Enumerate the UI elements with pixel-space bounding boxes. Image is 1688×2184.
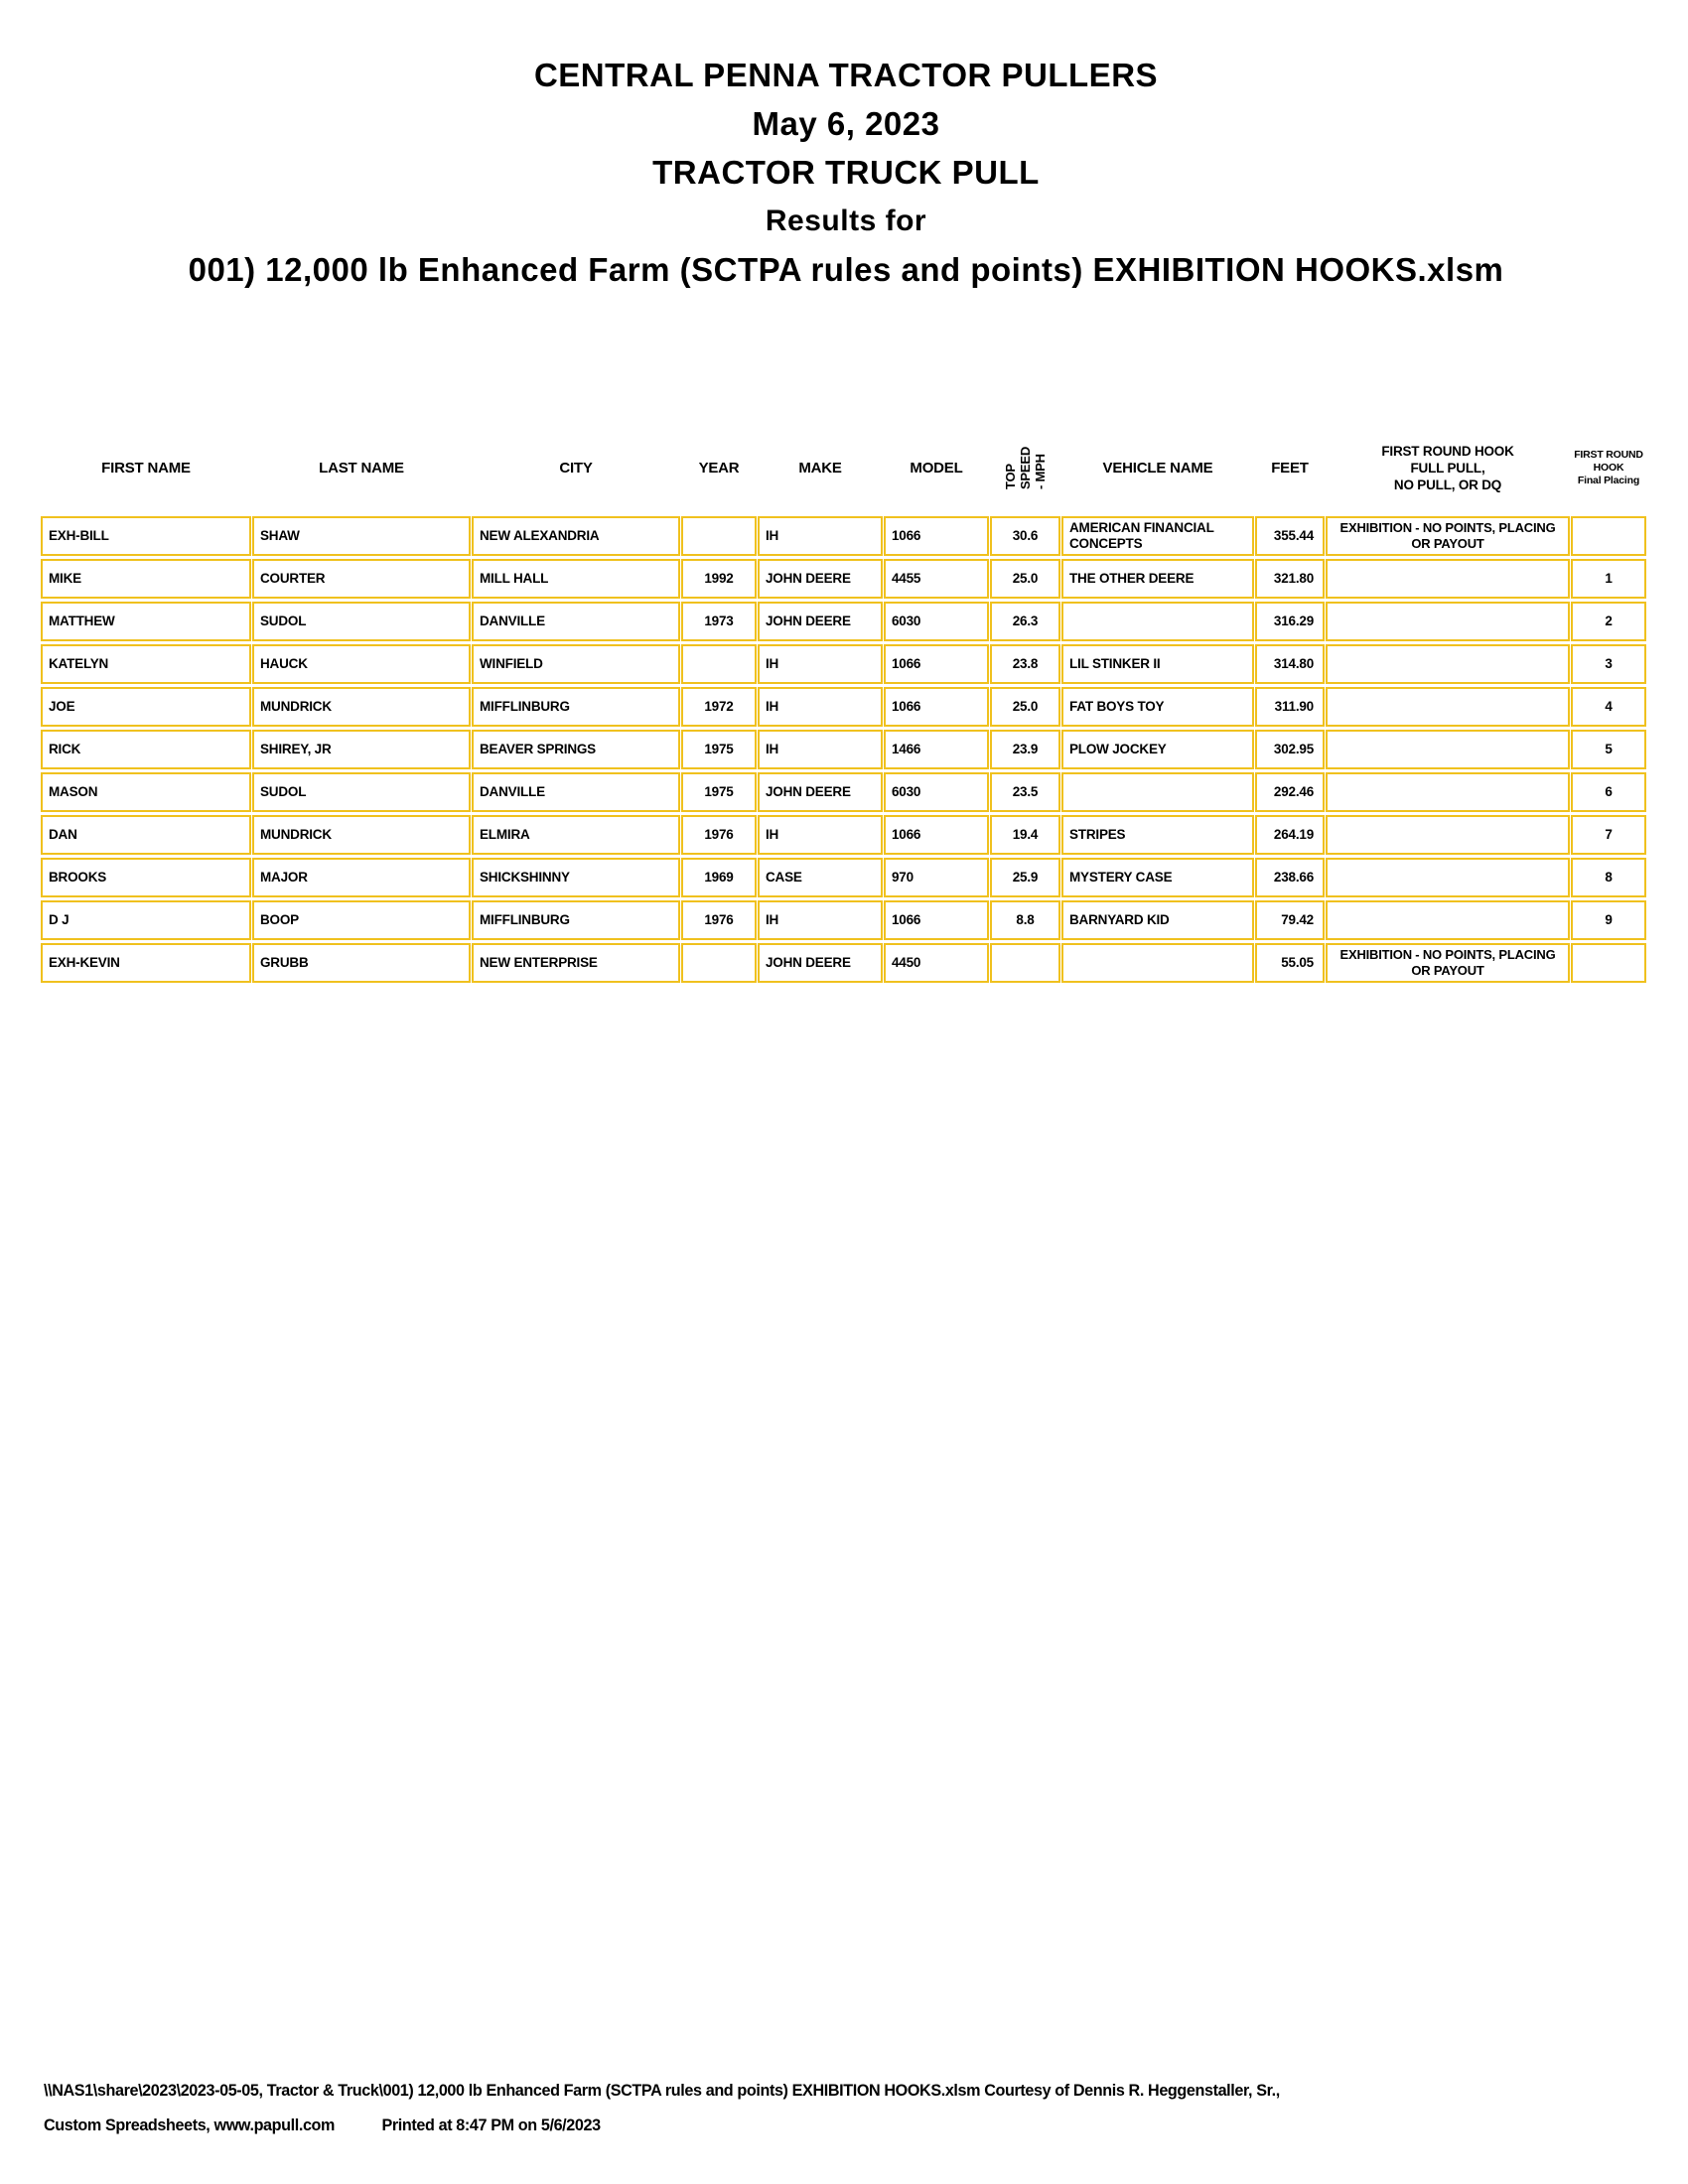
col-header-first-name: FIRST NAME <box>101 459 191 477</box>
cell-first-name: EXH-BILL <box>41 516 251 556</box>
col-header-top-speed: TOP SPEED - MPH <box>1002 446 1048 489</box>
footer-file-path: \\NAS1\share\2023\2023-05-05, Tractor & Truck\001) 12,000 lb Enhanced Farm (SCTPA rules and points) EXHIBITION HOOKS.xlsm Courtesy of Dennis R. Heggenstaller, Sr., <box>44 2081 1280 2100</box>
cell-vehicle-name: THE OTHER DEERE <box>1061 559 1254 599</box>
cell-feet: 321.80 <box>1255 559 1325 599</box>
event-date: May 6, 2023 <box>752 105 940 142</box>
footer-credit: Custom Spreadsheets, www.papull.com <box>44 2116 336 2134</box>
cell-top-speed: 19.4 <box>990 815 1060 855</box>
cell-feet: 302.95 <box>1255 730 1325 769</box>
table-row <box>41 858 1646 897</box>
cell-feet: 314.80 <box>1255 644 1325 684</box>
results-table-body <box>41 516 1646 983</box>
cell-city: NEW ENTERPRISE <box>472 943 680 983</box>
cell-top-speed: 23.5 <box>990 772 1060 812</box>
cell-model: 4450 <box>884 943 989 983</box>
cell-make: IH <box>758 815 883 855</box>
cell-first-name: MATTHEW <box>41 602 251 641</box>
cell-year: 1973 <box>681 602 757 641</box>
cell-city: SHICKSHINNY <box>472 858 680 897</box>
cell-last-name: BOOP <box>252 900 471 940</box>
cell-year: 1975 <box>681 730 757 769</box>
cell-last-name: MAJOR <box>252 858 471 897</box>
cell-model: 1066 <box>884 644 989 684</box>
cell-final-placing: 7 <box>1571 815 1646 855</box>
cell-model: 4455 <box>884 559 989 599</box>
cell-make: IH <box>758 516 883 556</box>
results-table <box>40 419 1647 986</box>
cell-vehicle-name <box>1061 602 1254 641</box>
cell-model: 1466 <box>884 730 989 769</box>
col-header-make: MAKE <box>798 459 842 477</box>
cell-model: 1066 <box>884 815 989 855</box>
footer <box>44 2081 1591 2135</box>
cell-feet: 355.44 <box>1255 516 1325 556</box>
cell-first-name: MASON <box>41 772 251 812</box>
cell-hook-result <box>1326 644 1570 684</box>
cell-make: IH <box>758 730 883 769</box>
cell-make: IH <box>758 900 883 940</box>
cell-feet: 55.05 <box>1255 943 1325 983</box>
col-header-final-placing: FIRST ROUND HOOK Final Placing <box>1574 448 1643 486</box>
cell-vehicle-name: AMERICAN FINANCIAL CONCEPTS <box>1061 516 1254 556</box>
cell-first-name: EXH-KEVIN <box>41 943 251 983</box>
cell-final-placing: 8 <box>1571 858 1646 897</box>
table-row <box>41 900 1646 940</box>
cell-model: 1066 <box>884 900 989 940</box>
cell-vehicle-name: PLOW JOCKEY <box>1061 730 1254 769</box>
cell-last-name: SHIREY, JR <box>252 730 471 769</box>
col-header-vehicle-name: VEHICLE NAME <box>1102 459 1213 477</box>
cell-city: MIFFLINBURG <box>472 900 680 940</box>
cell-year <box>681 516 757 556</box>
cell-hook-result: EXHIBITION - NO POINTS, PLACING OR PAYOUT <box>1326 516 1570 556</box>
cell-final-placing: 4 <box>1571 687 1646 727</box>
cell-year <box>681 644 757 684</box>
cell-year: 1975 <box>681 772 757 812</box>
cell-model: 6030 <box>884 772 989 812</box>
cell-final-placing: 2 <box>1571 602 1646 641</box>
cell-first-name: JOE <box>41 687 251 727</box>
cell-hook-result <box>1326 559 1570 599</box>
cell-last-name: SHAW <box>252 516 471 556</box>
cell-top-speed: 25.0 <box>990 687 1060 727</box>
cell-year <box>681 943 757 983</box>
cell-top-speed: 26.3 <box>990 602 1060 641</box>
title-block <box>44 58 1648 301</box>
col-header-feet: FEET <box>1271 459 1309 477</box>
col-header-city: CITY <box>559 459 593 477</box>
cell-last-name: HAUCK <box>252 644 471 684</box>
cell-top-speed <box>990 943 1060 983</box>
cell-year: 1976 <box>681 900 757 940</box>
table-row <box>41 516 1646 556</box>
cell-top-speed: 30.6 <box>990 516 1060 556</box>
cell-top-speed: 25.0 <box>990 559 1060 599</box>
cell-city: DANVILLE <box>472 602 680 641</box>
table-row <box>41 602 1646 641</box>
cell-make: JOHN DEERE <box>758 559 883 599</box>
cell-first-name: KATELYN <box>41 644 251 684</box>
table-row <box>41 730 1646 769</box>
cell-year: 1992 <box>681 559 757 599</box>
results-table-header <box>41 422 1646 513</box>
cell-last-name: COURTER <box>252 559 471 599</box>
cell-vehicle-name <box>1061 772 1254 812</box>
cell-city: DANVILLE <box>472 772 680 812</box>
cell-make: JOHN DEERE <box>758 943 883 983</box>
table-row <box>41 815 1646 855</box>
cell-city: MILL HALL <box>472 559 680 599</box>
cell-make: IH <box>758 687 883 727</box>
cell-first-name: DAN <box>41 815 251 855</box>
cell-last-name: SUDOL <box>252 602 471 641</box>
cell-hook-result <box>1326 858 1570 897</box>
cell-hook-result <box>1326 900 1570 940</box>
cell-final-placing <box>1571 943 1646 983</box>
col-header-last-name: LAST NAME <box>319 459 404 477</box>
cell-city: WINFIELD <box>472 644 680 684</box>
cell-vehicle-name: BARNYARD KID <box>1061 900 1254 940</box>
cell-vehicle-name: FAT BOYS TOY <box>1061 687 1254 727</box>
cell-model: 1066 <box>884 687 989 727</box>
cell-hook-result <box>1326 730 1570 769</box>
cell-last-name: MUNDRICK <box>252 687 471 727</box>
cell-city: BEAVER SPRINGS <box>472 730 680 769</box>
cell-model: 970 <box>884 858 989 897</box>
cell-hook-result <box>1326 772 1570 812</box>
cell-last-name: GRUBB <box>252 943 471 983</box>
cell-final-placing: 9 <box>1571 900 1646 940</box>
col-header-year: YEAR <box>698 459 740 477</box>
col-header-model: MODEL <box>910 459 963 477</box>
cell-year: 1976 <box>681 815 757 855</box>
table-row <box>41 644 1646 684</box>
cell-final-placing: 6 <box>1571 772 1646 812</box>
cell-last-name: SUDOL <box>252 772 471 812</box>
cell-vehicle-name <box>1061 943 1254 983</box>
cell-feet: 311.90 <box>1255 687 1325 727</box>
col-header-hook-result: FIRST ROUND HOOK FULL PULL, NO PULL, OR DQ <box>1381 443 1514 492</box>
cell-feet: 316.29 <box>1255 602 1325 641</box>
cell-city: NEW ALEXANDRIA <box>472 516 680 556</box>
results-for-label: Results for <box>765 205 927 237</box>
cell-vehicle-name: STRIPES <box>1061 815 1254 855</box>
cell-year: 1972 <box>681 687 757 727</box>
cell-final-placing: 5 <box>1571 730 1646 769</box>
cell-city: MIFFLINBURG <box>472 687 680 727</box>
cell-year: 1969 <box>681 858 757 897</box>
cell-first-name: RICK <box>41 730 251 769</box>
cell-feet: 238.66 <box>1255 858 1325 897</box>
table-row <box>41 943 1646 983</box>
footer-printed-at: Printed at 8:47 PM on 5/6/2023 <box>381 2116 601 2134</box>
cell-model: 1066 <box>884 516 989 556</box>
cell-first-name: MIKE <box>41 559 251 599</box>
cell-vehicle-name: LIL STINKER II <box>1061 644 1254 684</box>
cell-final-placing: 3 <box>1571 644 1646 684</box>
table-row <box>41 772 1646 812</box>
cell-hook-result: EXHIBITION - NO POINTS, PLACING OR PAYOUT <box>1326 943 1570 983</box>
cell-feet: 292.46 <box>1255 772 1325 812</box>
cell-last-name: MUNDRICK <box>252 815 471 855</box>
cell-hook-result <box>1326 815 1570 855</box>
cell-first-name: BROOKS <box>41 858 251 897</box>
cell-feet: 79.42 <box>1255 900 1325 940</box>
cell-vehicle-name: MYSTERY CASE <box>1061 858 1254 897</box>
class-title: 001) 12,000 lb Enhanced Farm (SCTPA rules and points) EXHIBITION HOOKS.xlsm <box>188 251 1504 288</box>
cell-top-speed: 23.9 <box>990 730 1060 769</box>
cell-model: 6030 <box>884 602 989 641</box>
event-name: TRACTOR TRUCK PULL <box>652 154 1040 191</box>
cell-hook-result <box>1326 602 1570 641</box>
cell-top-speed: 23.8 <box>990 644 1060 684</box>
cell-make: JOHN DEERE <box>758 772 883 812</box>
cell-first-name: D J <box>41 900 251 940</box>
cell-make: JOHN DEERE <box>758 602 883 641</box>
cell-city: ELMIRA <box>472 815 680 855</box>
cell-final-placing <box>1571 516 1646 556</box>
table-row <box>41 687 1646 727</box>
page-title: CENTRAL PENNA TRACTOR PULLERS <box>533 57 1159 93</box>
cell-make: CASE <box>758 858 883 897</box>
cell-make: IH <box>758 644 883 684</box>
cell-top-speed: 25.9 <box>990 858 1060 897</box>
cell-hook-result <box>1326 687 1570 727</box>
cell-top-speed: 8.8 <box>990 900 1060 940</box>
table-row <box>41 559 1646 599</box>
cell-final-placing: 1 <box>1571 559 1646 599</box>
cell-feet: 264.19 <box>1255 815 1325 855</box>
